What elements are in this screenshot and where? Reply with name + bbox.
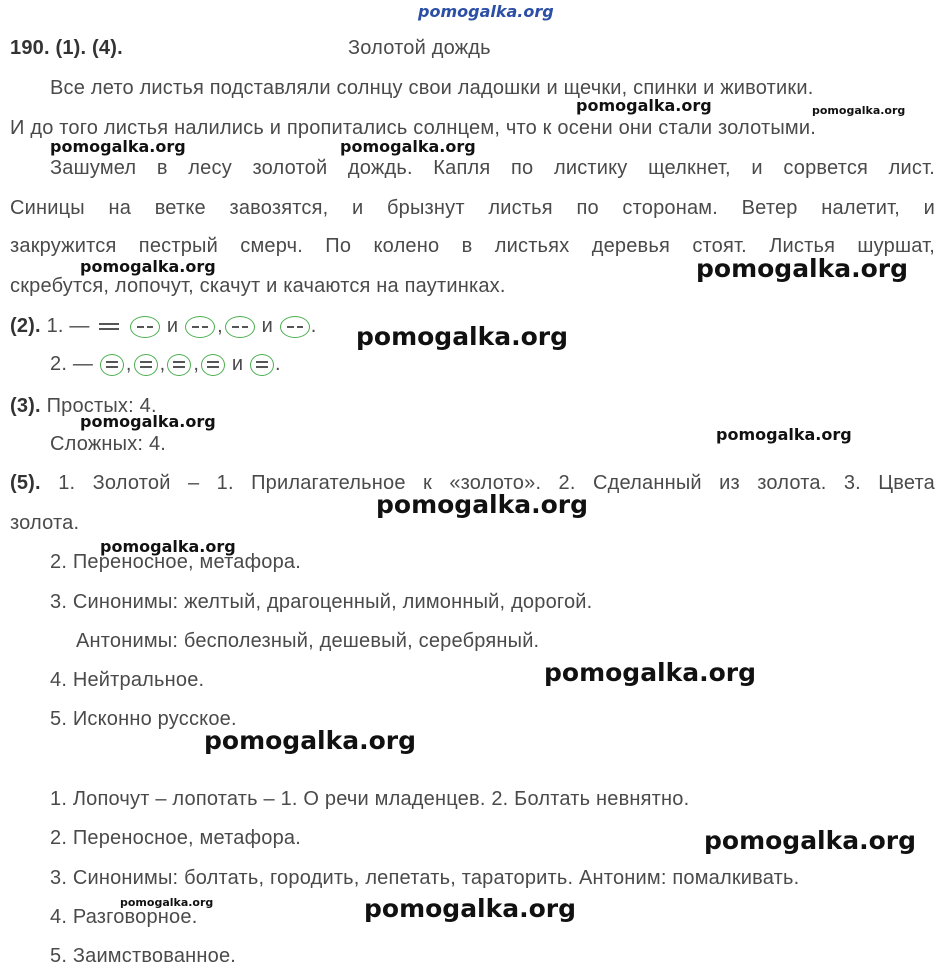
subject-circle-icon (185, 316, 215, 338)
watermark: pomogalka.org (100, 537, 236, 556)
word1-antonyms: Антонимы: бесполезный, дешевый, серебряный. (76, 630, 540, 652)
scheme-row-2 (50, 352, 281, 376)
watermark: pomogalka.org (696, 254, 909, 283)
text-line-6: скребутся, лопочут, скачут и качаются на паутинках. (10, 275, 506, 297)
watermark: pomogalka.org (120, 896, 214, 909)
comma: , (125, 353, 132, 375)
comma: , (193, 353, 200, 375)
subject-circle-icon (130, 316, 160, 338)
scheme-1-number: 1. — (46, 315, 90, 337)
period: . (310, 315, 317, 337)
word1-item-2: 2. Переносное, метафора. (50, 551, 302, 573)
conj-and: и (231, 353, 244, 375)
word1-definition: 1. Золотой – 1. Прилагательное к «золото». 2. Сделанный из золота. 3. Цвета (58, 472, 935, 494)
simple-count: Простых: 4. (46, 395, 157, 417)
text-line-5: закружится пестрый смерч. По колено в листьях деревья стоят. Листья шуршат, (10, 235, 935, 257)
word1-item-5: 5. Исконно русское. (50, 708, 237, 730)
watermark: pomogalka.org (340, 137, 476, 156)
text-title: Золотой дождь (348, 37, 491, 59)
part5-label: (5). (10, 472, 41, 494)
predicate-underline-icon (99, 323, 119, 330)
watermark: pomogalka.org (204, 726, 417, 755)
word1-item-3: 3. Синонимы: желтый, драгоценный, лимонный, дорогой. (50, 591, 593, 613)
word1-definition-cont: золота. (10, 512, 80, 534)
watermark: pomogalka.org (356, 322, 569, 351)
watermark: pomogalka.org (716, 425, 852, 444)
subject-circle-icon (225, 316, 255, 338)
word1-item-4: 4. Нейтральное. (50, 669, 205, 691)
word2-item-5: 5. Заимствованное. (50, 945, 237, 967)
word2-item-4: 4. Разговорное. (50, 906, 198, 928)
conj-and: и (261, 315, 273, 337)
subject-circle-icon (280, 316, 310, 338)
text-line-2: И до того листья налились и пропитались солнцем, что к осени они стали золотыми. (10, 117, 816, 139)
watermark: pomogalka.org (80, 257, 216, 276)
word2-item-1: 1. Лопочут – лопотать – 1. О речи младенцев. 2. Болтать невнятно. (50, 788, 690, 810)
exercise-number: 190. (1). (4). (10, 37, 123, 59)
watermark: pomogalka.org (576, 96, 712, 115)
comma: , (159, 353, 166, 375)
watermark: pomogalka.org (704, 826, 917, 855)
text-line-1: Все лето листья подставляли солнцу свои ладошки и щечки, спинки и животики. (50, 77, 814, 99)
scheme-2-number: 2. — (50, 353, 94, 375)
watermark: pomogalka.org (80, 412, 216, 431)
comma: , (217, 315, 223, 337)
predicate-circle-icon (134, 354, 158, 376)
watermark-top: pomogalka.org (418, 2, 554, 21)
watermark: pomogalka.org (544, 658, 757, 687)
text-line-4: Синицы на ветке завозятся, и брызнут листья по сторонам. Ветер налетит, и (10, 197, 935, 219)
part3-label: (3). (10, 395, 41, 417)
predicate-circle-icon (250, 354, 274, 376)
watermark: pomogalka.org (364, 894, 577, 923)
watermark: pomogalka.org (812, 104, 906, 117)
complex-count: Сложных: 4. (50, 433, 167, 455)
conj-and: и (166, 315, 179, 337)
text-line-3: Зашумел в лесу золотой дождь. Капля по листику щелкнет, и сорвется лист. (50, 157, 935, 179)
predicate-circle-icon (100, 354, 124, 376)
word2-item-2: 2. Переносное, метафора. (50, 827, 302, 849)
watermark: pomogalka.org (376, 490, 589, 519)
scheme-row-1 (10, 314, 317, 338)
watermark: pomogalka.org (50, 137, 186, 156)
predicate-circle-icon (167, 354, 191, 376)
period: . (275, 353, 281, 375)
word2-item-3: 3. Синонимы: болтать, городить, лепетать, тараторить. Антоним: помалкивать. (50, 867, 800, 889)
predicate-circle-icon (201, 354, 225, 376)
part2-label: (2). (10, 315, 41, 337)
